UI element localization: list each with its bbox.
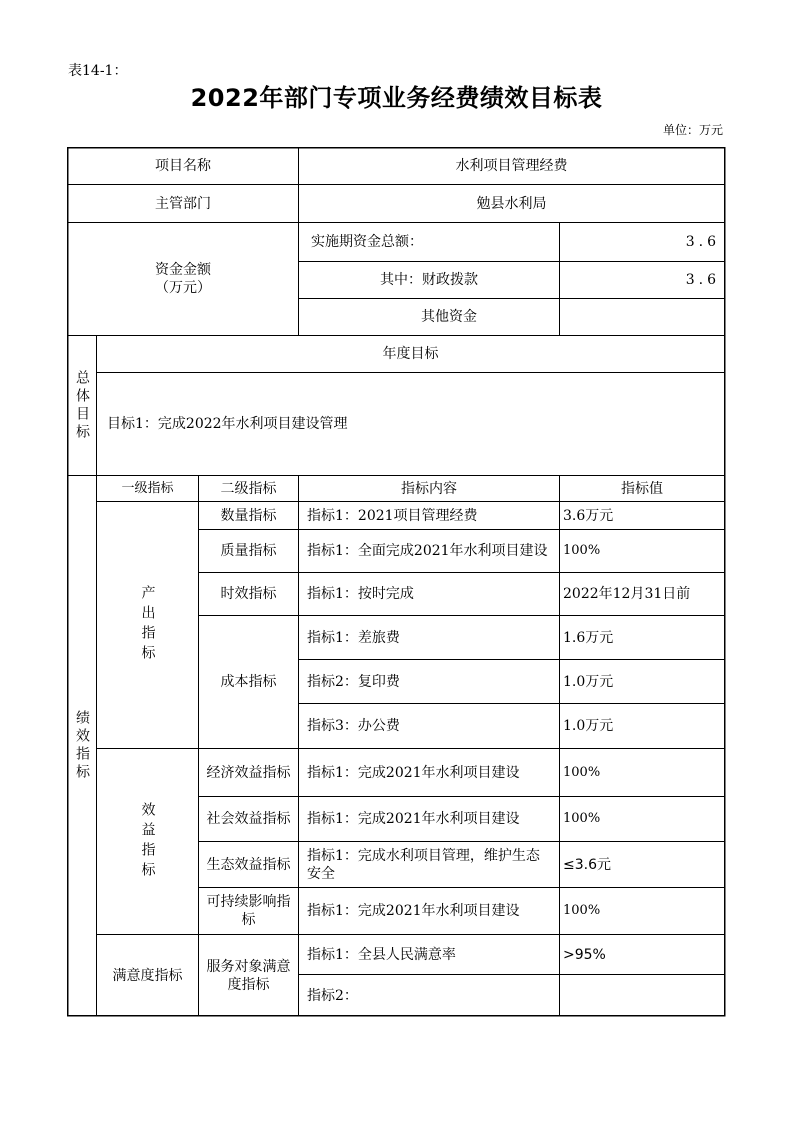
total-fund-value: 3.6 bbox=[685, 234, 720, 250]
value-cell: 100% bbox=[563, 543, 601, 558]
output-indicator-text: 产出指标 bbox=[139, 585, 156, 665]
total-fund-label: 实施期资金总额： bbox=[311, 234, 423, 250]
content-cell: 指标1：按时完成 bbox=[307, 586, 414, 602]
content-cell: 指标1：全面完成2021年水利项目建设 bbox=[307, 543, 548, 559]
dept-value: 勉县水利局 bbox=[476, 195, 547, 212]
value-cell: 100% bbox=[563, 903, 601, 918]
unit-label: 单位：万元 bbox=[662, 123, 723, 137]
performance-section-text: 绩效指标 bbox=[74, 710, 90, 782]
cost-indicator-label: 成本指标 bbox=[220, 674, 277, 690]
level2-cell: 经济效益指标 bbox=[206, 764, 291, 781]
service-satisfaction-label: 服务对象满意度指标 bbox=[206, 958, 291, 993]
output-indicator-label bbox=[97, 502, 198, 748]
content-cell: 指标1：完成2021年水利项目建设 bbox=[307, 811, 520, 827]
value-cell: 2022年12月31日前 bbox=[563, 586, 691, 602]
content-cell: 指标1：完成2021年水利项目建设 bbox=[307, 764, 520, 781]
content-cell: 指标3：办公费 bbox=[307, 718, 400, 734]
other-fund-label: 其他资金 bbox=[421, 309, 477, 325]
content-cell: 指标1：全县人民满意率 bbox=[307, 946, 456, 963]
value-cell: 1.6万元 bbox=[563, 629, 614, 646]
dept-label: 主管部门 bbox=[155, 195, 211, 212]
content-cell: 指标2： bbox=[307, 987, 358, 1004]
performance-section-label bbox=[68, 476, 96, 1016]
benefit-indicator-text: 效益指标 bbox=[139, 801, 156, 882]
table-number-label: 表14-1： bbox=[68, 63, 128, 79]
level2-cell: 数量指标 bbox=[220, 507, 277, 524]
content-cell: 指标1：2021项目管理经费 bbox=[307, 507, 478, 524]
content-cell: 指标1：差旅费 bbox=[307, 629, 400, 646]
content-cell: 指标1：完成水利项目管理，维护生态安全 bbox=[307, 847, 540, 882]
satisfaction-indicator-label: 满意度指标 bbox=[112, 967, 183, 984]
value-cell: 3.6万元 bbox=[563, 507, 614, 524]
fund-label-line2: （万元） bbox=[155, 280, 211, 296]
value-cell: ≤3.6元 bbox=[563, 856, 611, 873]
level2-cell: 社会效益指标 bbox=[206, 811, 291, 827]
fund-label-line1: 资金金额 bbox=[155, 262, 211, 278]
content-cell: 指标2：复印费 bbox=[307, 673, 400, 690]
value-cell: 1.0万元 bbox=[563, 673, 614, 690]
project-name-label: 项目名称 bbox=[155, 158, 211, 174]
overall-goal-section-label bbox=[68, 336, 96, 475]
fund-amount-label bbox=[68, 223, 298, 335]
finance-fund-value: 3.6 bbox=[685, 272, 720, 288]
header-content: 指标内容 bbox=[401, 480, 457, 497]
page-title: 2022年部门专项业务经费绩效目标表 bbox=[190, 84, 603, 112]
value-cell: 1.0万元 bbox=[563, 718, 614, 734]
level2-cell: 时效指标 bbox=[220, 586, 277, 602]
level2-cell: 生态效益指标 bbox=[206, 856, 291, 873]
value-cell: 100% bbox=[563, 764, 601, 780]
project-name-value: 水利项目管理经费 bbox=[455, 158, 568, 174]
header-value: 指标值 bbox=[621, 480, 663, 497]
value-cell: 100% bbox=[563, 811, 601, 826]
value-cell bbox=[560, 975, 724, 1016]
value-cell: >95% bbox=[563, 946, 606, 963]
header-level1: 一级指标 bbox=[121, 480, 174, 496]
annual-goal-header: 年度目标 bbox=[382, 346, 439, 362]
header-level2: 二级指标 bbox=[220, 480, 277, 497]
finance-fund-label: 其中：财政拨款 bbox=[380, 272, 478, 288]
overall-goal-text: 总体目标 bbox=[74, 369, 90, 442]
benefit-indicator-label bbox=[97, 749, 198, 934]
level2-cell: 可持续影响指标 bbox=[206, 894, 291, 928]
content-cell: 指标1：完成2021年水利项目建设 bbox=[307, 903, 520, 919]
annual-goal-text: 目标1：完成2022年水利项目建设管理 bbox=[107, 416, 348, 432]
other-fund-value bbox=[560, 299, 724, 335]
level2-cell: 质量指标 bbox=[220, 543, 277, 559]
